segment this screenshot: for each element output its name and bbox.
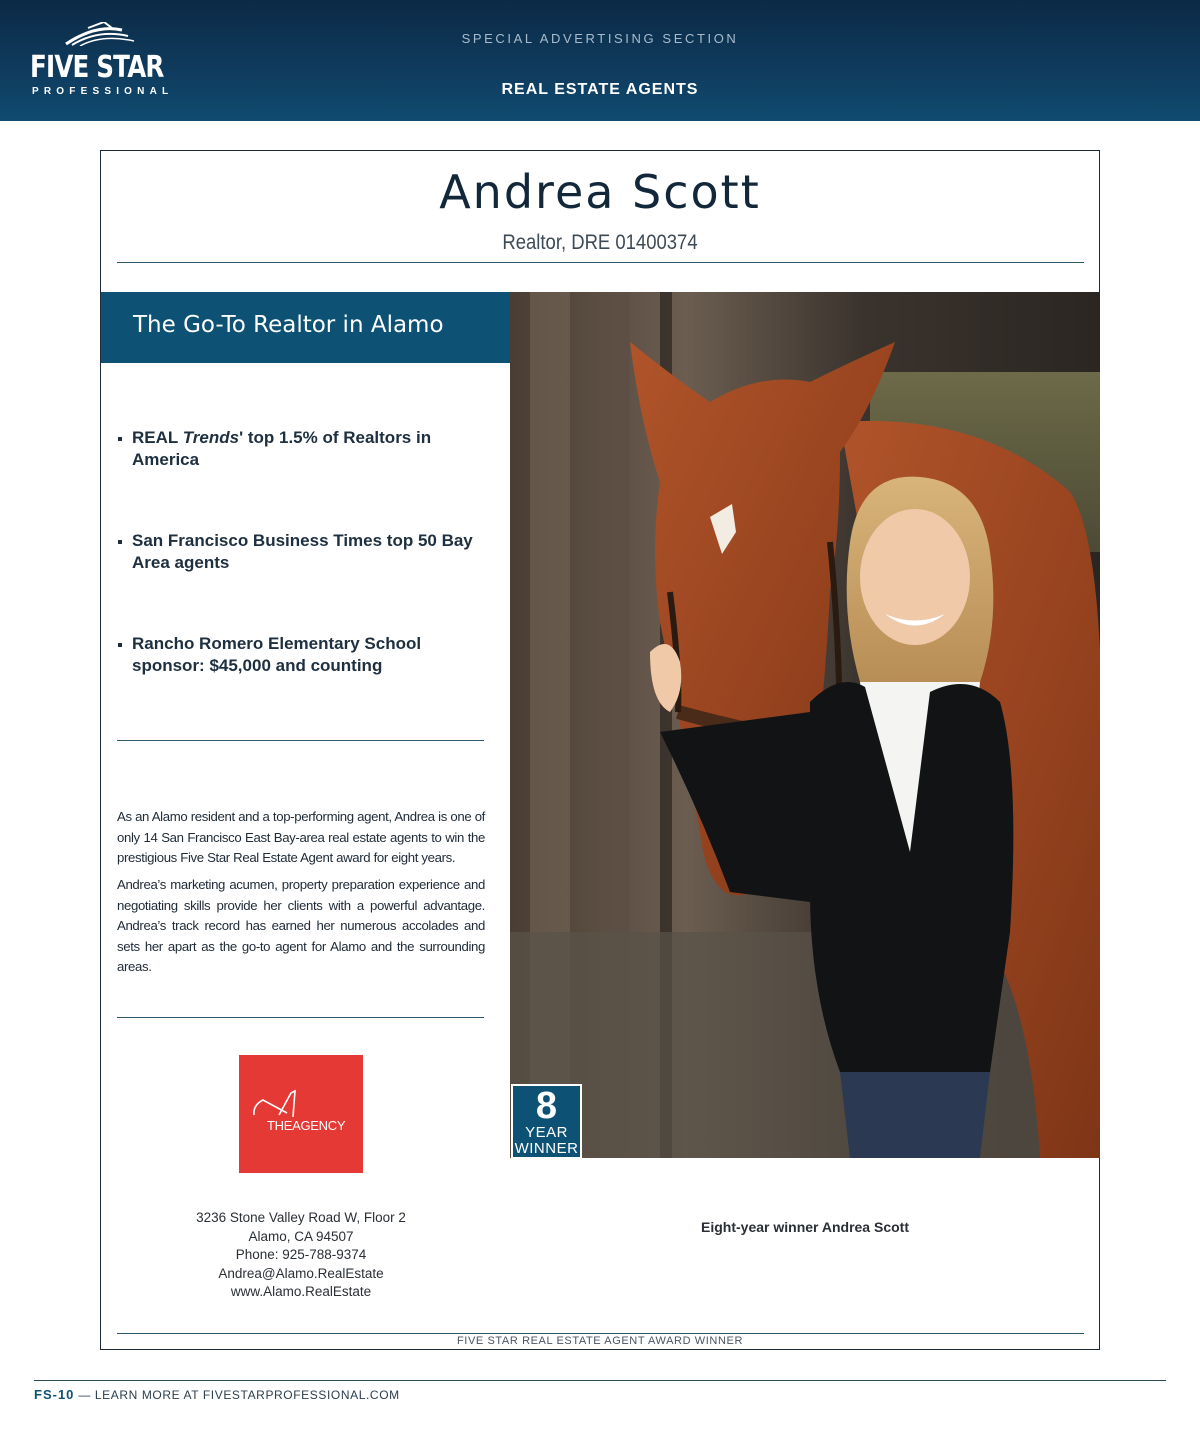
accolade-text: San Francisco Business Times top 50 Bay Area agents bbox=[132, 531, 473, 572]
accolade-text: ' top 1.5% of Realtors in America bbox=[132, 428, 432, 469]
special-section-label: SPECIAL ADVERTISING SECTION bbox=[461, 31, 739, 46]
email-link[interactable]: Andrea@Alamo.RealEstate bbox=[218, 1265, 384, 1281]
accolade-item bbox=[117, 427, 487, 471]
badge-text: YEAR bbox=[525, 1124, 568, 1141]
address-line: Alamo, CA 94507 bbox=[248, 1228, 354, 1244]
footer-link-text[interactable]: — LEARN MORE AT FIVESTARPROFESSIONAL.COM bbox=[74, 1388, 400, 1402]
accolade-emphasis: Trends bbox=[182, 428, 240, 447]
accolade-text: Rancho Romero Elementary School sponsor: $45,000 and counting bbox=[132, 634, 422, 675]
page-footer bbox=[34, 1387, 400, 1402]
accolade-item bbox=[117, 530, 487, 574]
photo-caption: Eight-year winner Andrea Scott bbox=[701, 1219, 909, 1235]
page-divider bbox=[34, 1380, 1166, 1381]
address-line: 3236 Stone Valley Road W, Floor 2 bbox=[196, 1210, 406, 1225]
page-header bbox=[0, 0, 1200, 121]
badge-text: WINNER bbox=[514, 1140, 579, 1157]
divider bbox=[117, 262, 1084, 263]
tagline-text: The Go-To Realtor in Alamo bbox=[133, 312, 444, 338]
website-link[interactable]: www.Alamo.RealEstate bbox=[230, 1284, 372, 1300]
profile-frame bbox=[100, 150, 1100, 1350]
agency-logo-text: THEAGENCY bbox=[267, 1118, 346, 1133]
accolade-item bbox=[117, 633, 487, 677]
tagline-banner bbox=[101, 292, 510, 363]
phone-number[interactable]: Phone: 925-788-9374 bbox=[235, 1247, 367, 1263]
badge-number: 8 bbox=[535, 1085, 558, 1127]
year-winner-badge bbox=[511, 1084, 582, 1159]
contact-info bbox=[161, 1209, 441, 1302]
divider bbox=[117, 1333, 1084, 1334]
bio-paragraph: Andrea’s marketing acumen, property preparation experience and negotiating skills provide her clients with a powerful advantage. Andrea’s track record has earned her numerous accolades and sets her apart as the go-to agent for Alamo and the surrounding areas. bbox=[117, 877, 485, 974]
bio-paragraph: As an Alamo resident and a top-performing agent, Andrea is one of only 14 San Francisco East Bay-area real estate agents to win the prestigious Five Star Real Estate Agent award for eight years. bbox=[117, 809, 485, 865]
divider bbox=[117, 1017, 484, 1018]
accolade-text: REAL bbox=[132, 428, 183, 447]
the-agency-logo[interactable] bbox=[239, 1055, 363, 1173]
agency-a-icon bbox=[239, 1055, 363, 1173]
agent-photo bbox=[510, 292, 1100, 1158]
page-number: FS-10 bbox=[34, 1387, 75, 1402]
agent-name: Andrea Scott bbox=[439, 165, 761, 219]
section-title: REAL ESTATE AGENTS bbox=[501, 81, 699, 98]
agent-title: Realtor, DRE 01400374 bbox=[502, 231, 698, 254]
photo-illustration bbox=[510, 292, 1100, 1158]
logo-subtext: PROFESSIONAL bbox=[32, 86, 174, 97]
logo-wordmark: FIVE STAR bbox=[30, 50, 164, 85]
award-footer: FIVE STAR REAL ESTATE AGENT AWARD WINNER bbox=[456, 1335, 743, 1347]
divider bbox=[117, 740, 484, 741]
